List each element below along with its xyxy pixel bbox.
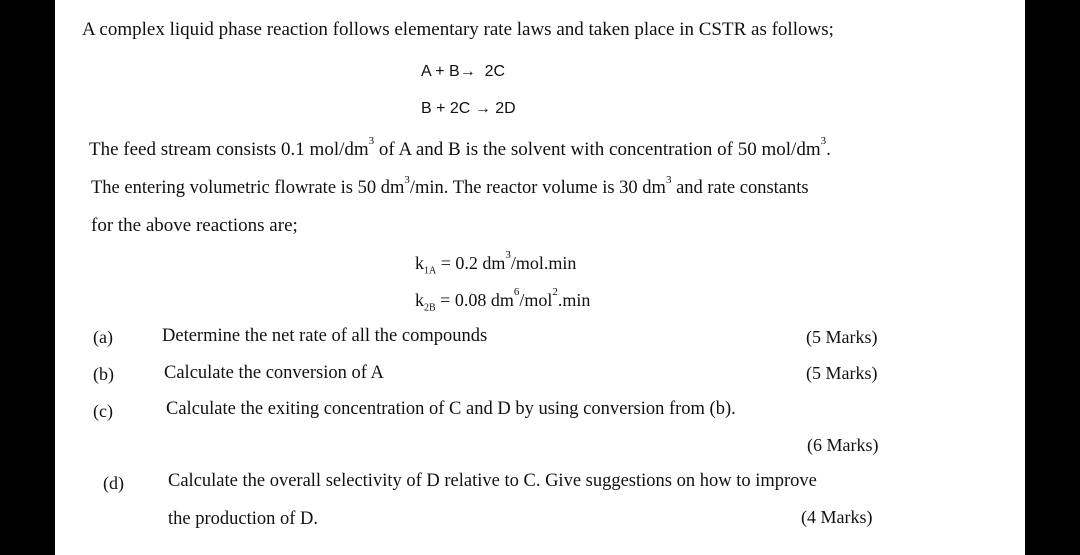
document-page bbox=[55, 0, 1025, 555]
flow-text-a: The entering volumetric flowrate is 50 dm bbox=[91, 178, 405, 198]
for-above-text: for the above reactions are; bbox=[91, 215, 298, 236]
reaction-1-reactants: A + B bbox=[421, 63, 460, 80]
feed-text-b: of A and B is the solvent with concentration of 50 mol/dm bbox=[374, 139, 821, 160]
k1-subscript: 1A bbox=[424, 265, 437, 277]
feed-text-a: The feed stream consists 0.1 mol/dm bbox=[89, 139, 369, 160]
question-c-text: Calculate the exiting concentration of C and D by using conversion from (b). bbox=[166, 399, 736, 419]
reaction-2-arrow: → bbox=[474, 100, 491, 117]
k1-value: = 0.2 dm bbox=[436, 253, 506, 273]
feed-text-c: . bbox=[826, 139, 831, 160]
intro-text: A complex liquid phase reaction follows elementary rate laws and taken place in CSTR as follows; bbox=[82, 19, 834, 40]
feed-exponent-1: 3 bbox=[368, 135, 375, 147]
question-d-marks: (4 Marks) bbox=[801, 507, 873, 527]
reaction-2 bbox=[421, 100, 516, 118]
k2-subscript: 2B bbox=[424, 302, 436, 314]
k1-exponent: 3 bbox=[505, 249, 511, 261]
question-d-label: (d) bbox=[103, 473, 124, 493]
flowrate-text bbox=[91, 174, 809, 199]
rate-constant-k1 bbox=[415, 249, 577, 277]
question-d-text-continued: the production of D. bbox=[168, 509, 319, 529]
question-c-label: (c) bbox=[93, 401, 113, 421]
question-a-label: (a) bbox=[93, 327, 113, 347]
question-b-marks: (5 Marks) bbox=[806, 363, 878, 383]
rate-constant-k2 bbox=[415, 286, 591, 314]
reaction-2-reactants: B + 2C bbox=[421, 100, 471, 117]
k1-unit: /mol.min bbox=[510, 253, 577, 273]
k1-symbol: k bbox=[415, 253, 424, 273]
k2-exponent: 6 bbox=[513, 286, 520, 298]
reaction-1-products: 2C bbox=[484, 63, 506, 80]
k2-exponent-2: 2 bbox=[552, 286, 558, 298]
feed-exponent-2: 3 bbox=[820, 135, 827, 147]
flow-exponent-1: 3 bbox=[404, 174, 410, 186]
k2-symbol: k bbox=[415, 290, 424, 310]
question-a-text: Determine the net rate of all the compounds bbox=[162, 326, 488, 346]
k2-unit: /mol bbox=[519, 290, 553, 310]
question-b-text: Calculate the conversion of A bbox=[164, 363, 384, 383]
reaction-1-arrow: → bbox=[459, 63, 476, 80]
question-d-text: Calculate the overall selectivity of D relative to C. Give suggestions on how to improve bbox=[168, 471, 817, 491]
reaction-2-products: 2D bbox=[495, 100, 516, 117]
k2-unit-2: .min bbox=[557, 290, 591, 310]
question-a-marks: (5 Marks) bbox=[806, 327, 878, 347]
flow-text-b: /min. The reactor volume is 30 dm bbox=[409, 178, 666, 198]
flow-text-c: and rate constants bbox=[671, 178, 809, 198]
question-b-label: (b) bbox=[93, 364, 114, 384]
feed-stream-text bbox=[89, 135, 831, 161]
reaction-1 bbox=[421, 63, 505, 81]
question-c-marks: (6 Marks) bbox=[807, 435, 879, 455]
flow-exponent-2: 3 bbox=[665, 174, 672, 186]
k2-value: = 0.08 dm bbox=[435, 290, 514, 310]
